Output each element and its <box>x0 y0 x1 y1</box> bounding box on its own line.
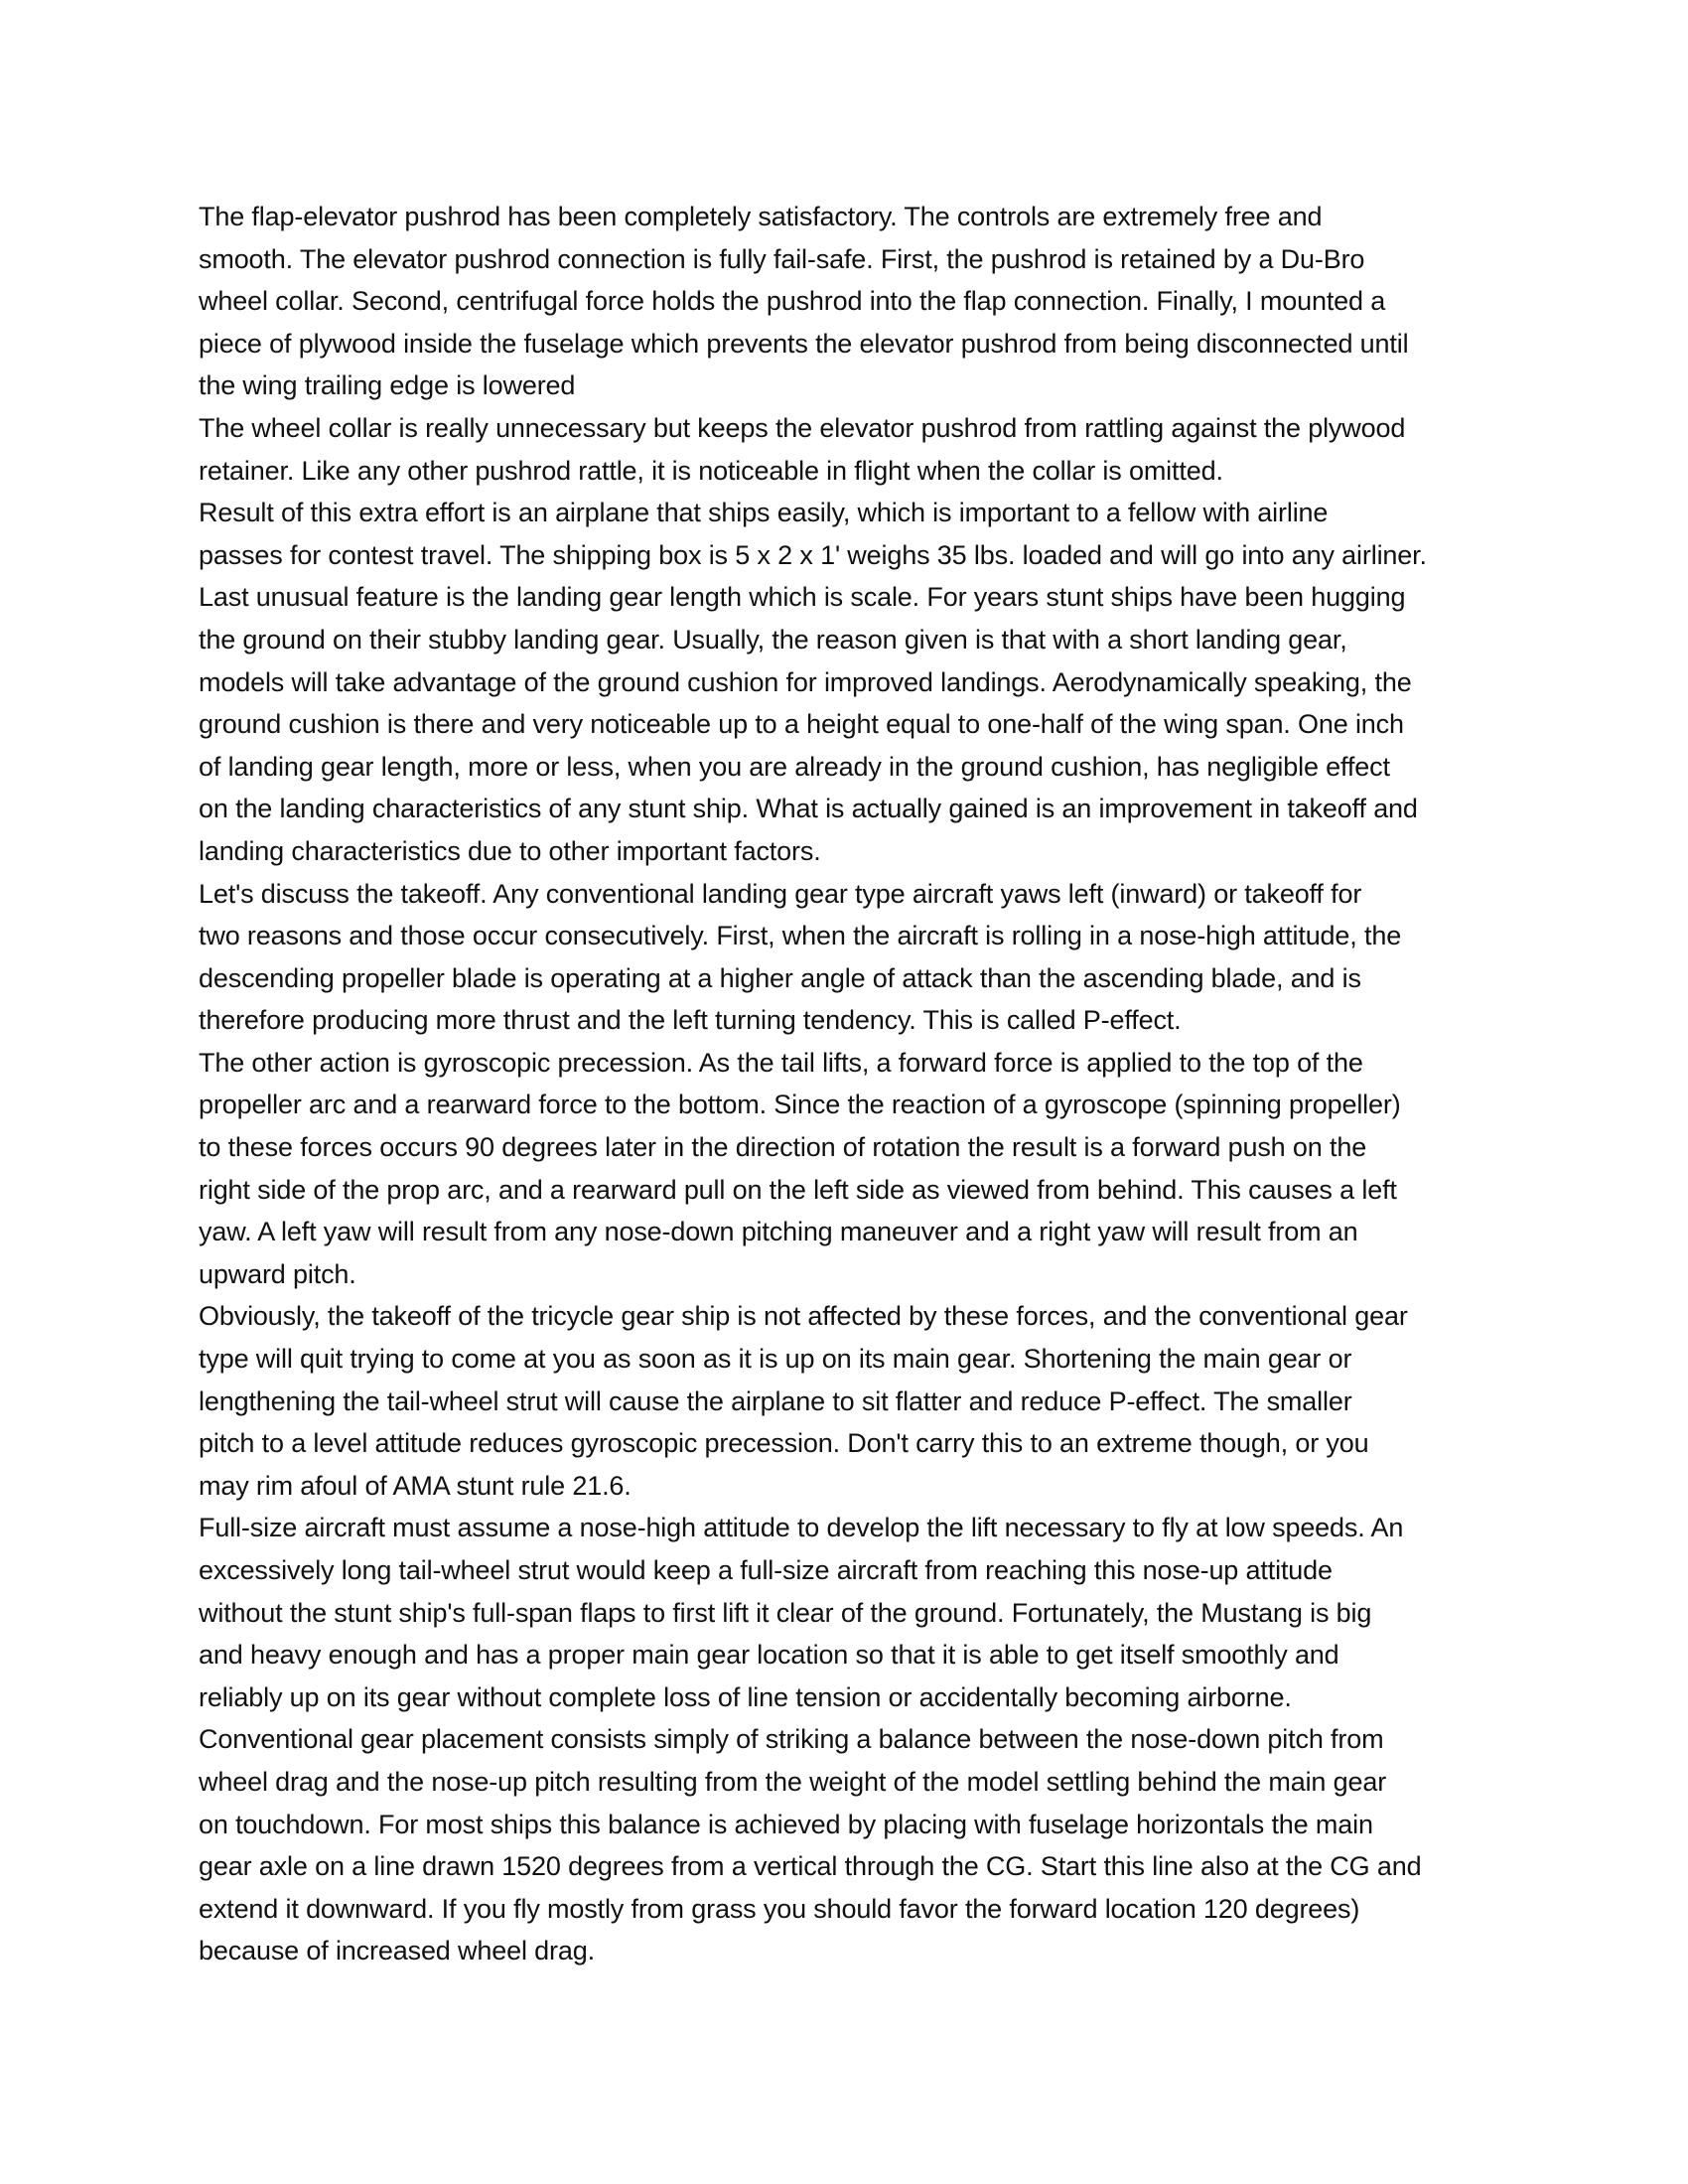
text-line: Let's discuss the takeoff. Any conventional landing gear type aircraft yaws left (inward) or takeoff for <box>199 878 1362 909</box>
text-line: Last unusual feature is the landing gear length which is scale. For years stunt ships have been hugging <box>199 582 1406 613</box>
text-line: upward pitch. <box>199 1258 356 1289</box>
text-line: right side of the prop arc, and a rearward pull on the left side as viewed from behind. This causes a left <box>199 1174 1397 1205</box>
text-line: The flap-elevator pushrod has been completely satisfactory. The controls are extremely free and <box>199 202 1323 231</box>
text-line: extend it downward. If you fly mostly from grass you should favor the forward location 120 degrees) <box>199 1893 1360 1924</box>
text-line: of landing gear length, more or less, when you are already in the ground cushion, has negligible effect <box>199 751 1390 782</box>
text-line: propeller arc and a rearward force to the bottom. Since the reaction of a gyroscope (spinning propeller) <box>199 1090 1401 1120</box>
text-line: The wheel collar is really unnecessary but keeps the elevator pushrod from rattling against the plywood <box>199 412 1406 443</box>
body-text <box>199 196 1489 1972</box>
text-line: gear axle on a line drawn 1520 degrees from a vertical through the CG. Start this line also at the CG and <box>199 1851 1422 1882</box>
text-line: Full-size aircraft must assume a nose-high attitude to develop the lift necessary to fly at low speeds. An <box>199 1513 1404 1543</box>
text-line: and heavy enough and has a proper main gear location so that it is able to get itself smoothly and <box>199 1640 1339 1671</box>
text-line: Result of this extra effort is an airplane that ships easily, which is important to a fellow with airline <box>199 498 1329 528</box>
text-line: therefore producing more thrust and the left turning tendency. This is called P-effect. <box>199 1005 1182 1036</box>
text-line: Obviously, the takeoff of the tricycle gear ship is not affected by these forces, and the conventional gear <box>199 1301 1408 1332</box>
text-line: smooth. The elevator pushrod connection is fully fail-safe. First, the pushrod is retained by a Du-Bro <box>199 243 1365 274</box>
text-line: on the landing characteristics of any stunt ship. What is actually gained is an improvement in takeoff and <box>199 794 1418 824</box>
text-line: ground cushion is there and very noticeable up to a height equal to one-half of the wing span. One inch <box>199 709 1404 740</box>
text-line: to these forces occurs 90 degrees later in the direction of rotation the result is a forward push on the <box>199 1132 1367 1163</box>
text-line: piece of plywood inside the fuselage which prevents the elevator pushrod from being disconnected until <box>199 328 1409 359</box>
text-line: reliably up on its gear without complete loss of line tension or accidentally becoming airborne. <box>199 1681 1292 1712</box>
text-line: retainer. Like any other pushrod rattle, it is noticeable in flight when the collar is omitted. <box>199 455 1223 486</box>
text-line: lengthening the tail-wheel strut will cause the airplane to sit flatter and reduce P-effect. The smaller <box>199 1385 1352 1416</box>
text-line: landing characteristics due to other important factors. <box>199 835 821 866</box>
text-line: the ground on their stubby landing gear. Usually, the reason given is that with a short landing gear, <box>199 624 1347 655</box>
text-line: wheel drag and the nose-up pitch resulting from the weight of the model settling behind the main gear <box>199 1766 1387 1797</box>
text-line: on touchdown. For most ships this balance is achieved by placing with fuselage horizontals the main <box>199 1809 1373 1839</box>
text-line: The other action is gyroscopic precession. As the tail lifts, a forward force is applied to the top of the <box>199 1047 1363 1078</box>
text-line: without the stunt ship's full-span flaps to first lift it clear of the ground. Fortunately, the Mustang is big <box>199 1597 1372 1628</box>
text-line: yaw. A left yaw will result from any nose-down pitching maneuver and a right yaw will result from an <box>199 1217 1358 1247</box>
text-line: excessively long tail-wheel strut would keep a full-size aircraft from reaching this nose-up attitude <box>199 1555 1333 1585</box>
text-line: descending propeller blade is operating at a higher angle of attack than the ascending blade, and is <box>199 962 1361 993</box>
text-line: the wing trailing edge is lowered <box>199 370 576 401</box>
text-line: wheel collar. Second, centrifugal force holds the pushrod into the flap connection. Finally, I mounted a <box>199 286 1386 317</box>
text-line: passes for contest travel. The shipping box is 5 x 2 x 1' weighs 35 lbs. loaded and will go into any airliner. <box>199 539 1427 570</box>
text-line: pitch to a level attitude reduces gyroscopic precession. Don't carry this to an extreme though, or you <box>199 1428 1369 1459</box>
text-line: models will take advantage of the ground cushion for improved landings. Aerodynamically speaking, the <box>199 666 1412 697</box>
text-line: may rim afoul of AMA stunt rule 21.6. <box>199 1470 632 1501</box>
text-line: type will quit trying to come at you as soon as it is up on its main gear. Shortening the main gear or <box>199 1344 1352 1375</box>
text-line: Conventional gear placement consists simply of striking a balance between the nose-down pitch from <box>199 1724 1384 1755</box>
text-line: because of increased wheel drag. <box>199 1936 595 1966</box>
text-line: two reasons and those occur consecutively. First, when the aircraft is rolling in a nose-high attitude, the <box>199 921 1402 951</box>
